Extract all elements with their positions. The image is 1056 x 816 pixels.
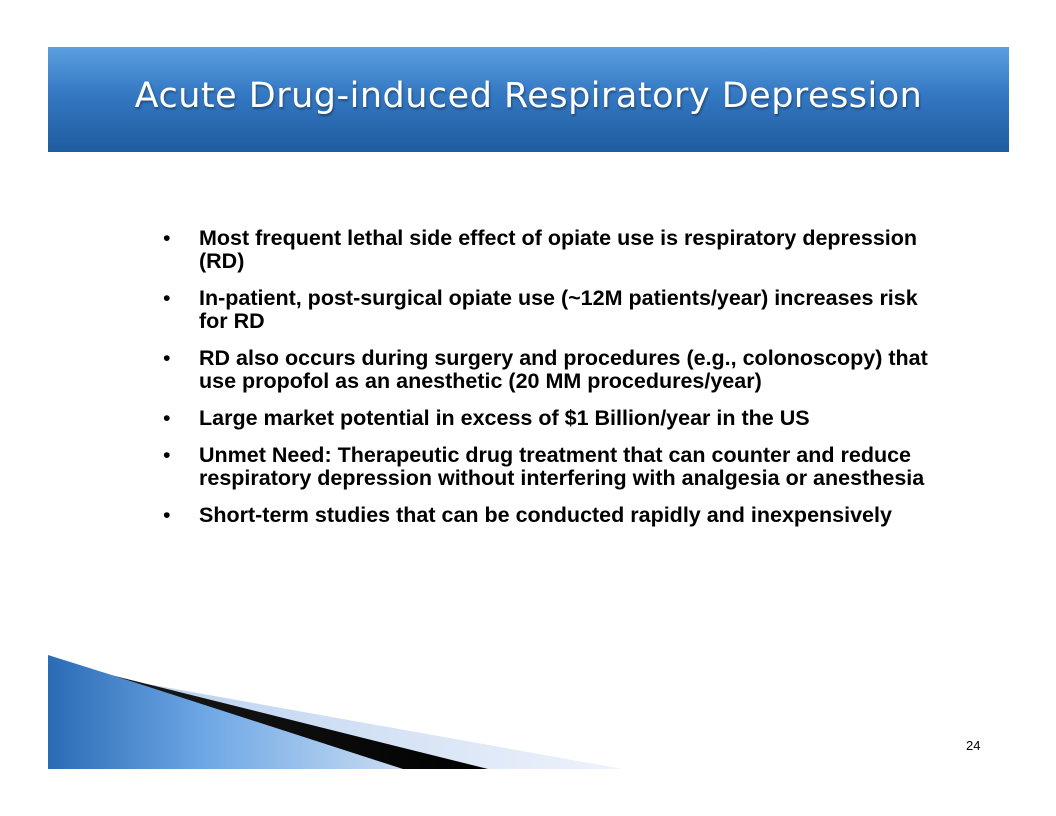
decorative-wedge-graphic (48, 655, 623, 769)
bullet-item (160, 407, 940, 430)
bullet-item (160, 504, 940, 527)
bullet-text: Short-term studies that can be conducted rapidly and inexpensively (199, 503, 892, 527)
title-bar (48, 47, 1009, 152)
bullet-item (160, 347, 940, 393)
bullet-marker: • (163, 346, 171, 370)
bullet-text: Unmet Need: Therapeutic drug treatment that can counter and reduce respiratory depression without interfering with analgesia or anesthesia (199, 443, 925, 490)
bullet-text: Large market potential in excess of $1 Billion/year in the US (199, 406, 810, 430)
bullet-marker: • (163, 443, 171, 467)
bullet-marker: • (163, 406, 171, 430)
page-number: 24 (966, 738, 981, 753)
bullet-item (160, 287, 940, 333)
bullet-marker: • (163, 503, 171, 527)
bullet-list (160, 227, 940, 541)
bullet-text: In-patient, post-surgical opiate use (~12M patients/year) increases risk for RD (199, 286, 918, 333)
bullet-marker: • (163, 286, 171, 310)
bullet-marker: • (163, 226, 171, 250)
bullet-item (160, 444, 940, 490)
slide-title: Acute Drug-induced Respiratory Depression (134, 75, 923, 116)
bullet-text: RD also occurs during surgery and procedures (e.g., colonoscopy) that use propofol as an anesthetic (20 MM procedures/year) (199, 346, 928, 393)
bullet-item (160, 227, 940, 273)
bullet-text: Most frequent lethal side effect of opiate use is respiratory depression (RD) (199, 226, 918, 273)
